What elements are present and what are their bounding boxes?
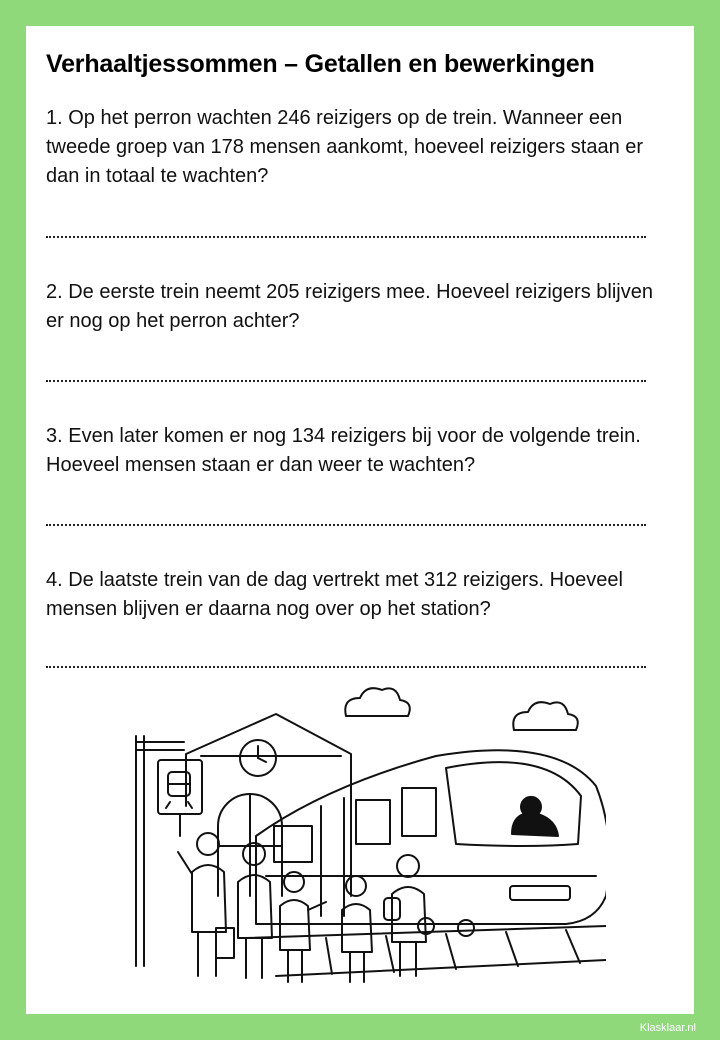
question-1: 1. Op het perron wachten 246 reizigers op de trein. Wanneer een tweede groep van 178 mensen aankomt, hoeveel reizigers staan er dan in totaal te wachten? (46, 107, 644, 187)
answer-line-2[interactable] (46, 380, 646, 382)
credit-label: Klasklaar.nl (639, 1022, 696, 1034)
worksheet-title: Verhaaltjessommen – Getallen en bewerkingen (46, 50, 595, 78)
cloud-icon (513, 702, 578, 730)
question-2: 2. De eerste trein neemt 205 reizigers mee. Hoeveel reizigers blijven er nog op het perron achter? (46, 281, 653, 332)
person-icon (178, 833, 234, 976)
answer-line-3[interactable] (46, 524, 646, 526)
cloud-icon (345, 688, 410, 716)
person-icon (342, 876, 372, 982)
question-4: 4. De laatste trein van de dag vertrekt met 312 reizigers. Hoeveel mensen blijven er daarna nog over op het station? (46, 569, 623, 620)
person-icon (280, 872, 326, 982)
answer-line-1[interactable] (46, 236, 646, 238)
train-station-illustration (126, 676, 606, 1006)
station-building-icon (186, 714, 351, 896)
question-3: 3. Even later komen er nog 134 reizigers bij voor de volgende trein. Hoeveel mensen staan er dan weer te wachten? (46, 425, 641, 476)
answer-line-4[interactable] (46, 666, 646, 668)
worksheet (26, 26, 694, 1014)
